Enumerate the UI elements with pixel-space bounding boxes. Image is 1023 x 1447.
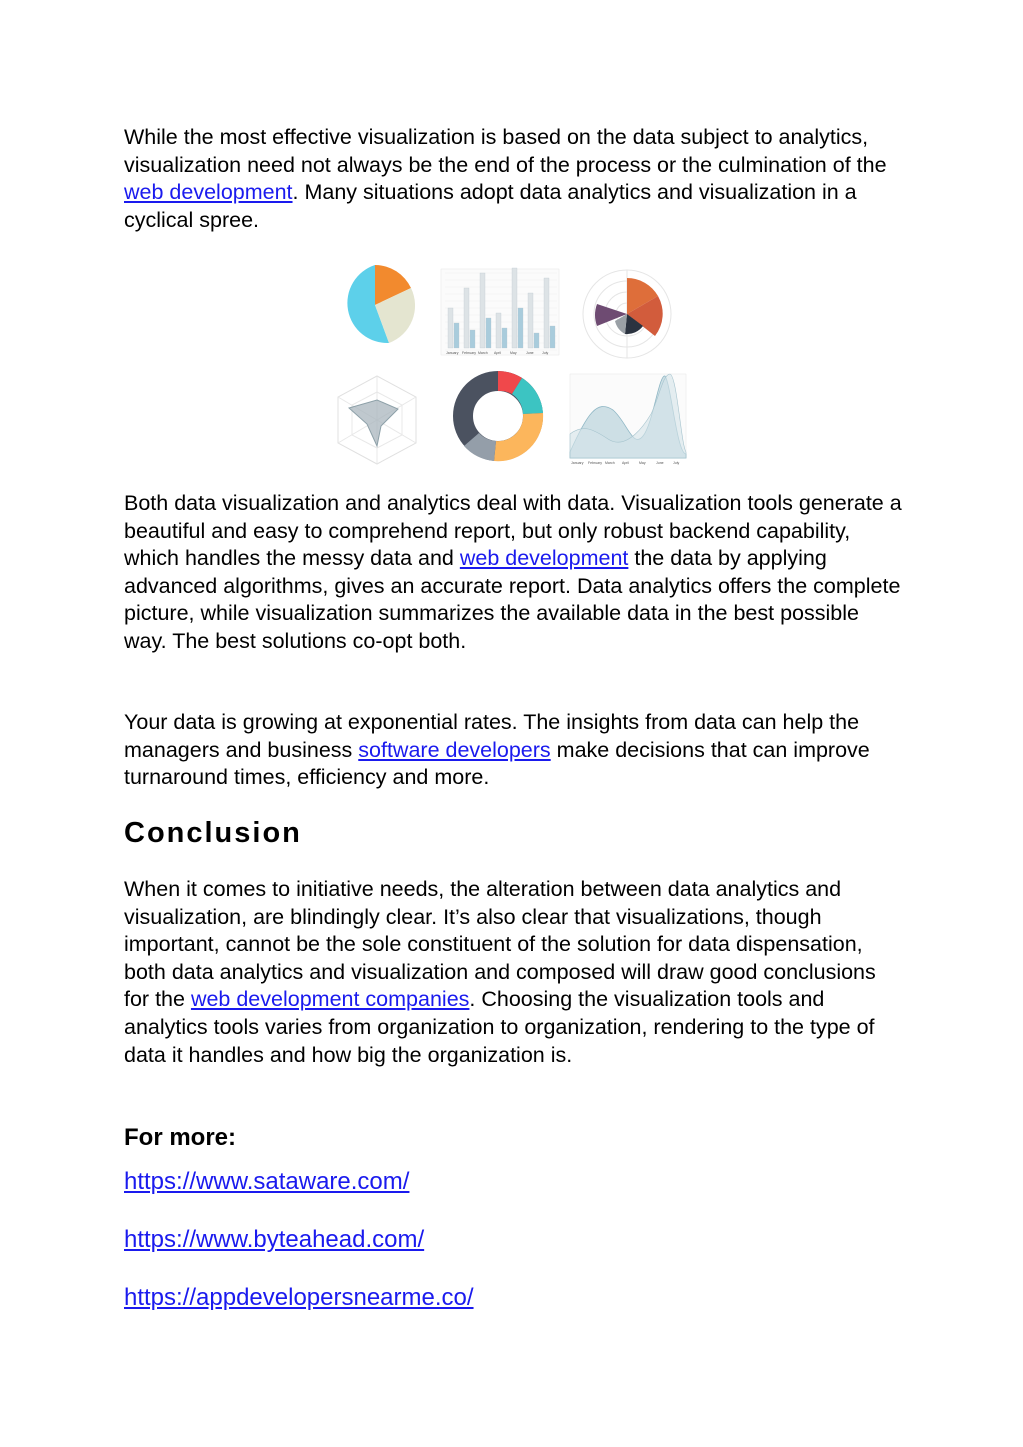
area-month-label: April xyxy=(622,461,630,465)
sataware-link[interactable]: https://www.sataware.com/ xyxy=(124,1168,410,1195)
bar-month-label: February xyxy=(462,351,477,355)
polar-area-chart-icon xyxy=(583,270,671,358)
charts-illustration xyxy=(325,264,695,470)
bar-4-0 xyxy=(512,268,517,348)
donut-segment-yellow xyxy=(494,413,543,461)
intro-text-after: . Many situations adopt data analytics and visualization in a cyclical spree. xyxy=(124,180,857,232)
charts-collage-svg xyxy=(325,264,695,470)
bar-1-1 xyxy=(470,330,475,348)
visualization-text-before: Both data visualization and analytics deal with data. Visualization tools generate a beautiful and easy to comprehend report, but only robust backend capability, which handles the messy data and xyxy=(124,491,902,571)
conclusion-text-before: When it comes to initiative needs, the alteration between data analytics and visualization, are blindingly clear. It’s also clear that visualizations, though important, cannot be the sole constituent of the solution for data dispensation, both data analytics and visualization and composed will draw good conclusions for the xyxy=(124,877,876,1012)
donut-chart-icon xyxy=(463,371,543,461)
web-development-companies-link[interactable]: web development companies xyxy=(190,987,470,1012)
intro-text-before: While the most effective visualization is based on the data subject to analytics, visualization need not always be the end of the process or the culmination of the xyxy=(124,125,887,177)
bar-6-1 xyxy=(550,326,555,348)
bar-2-0 xyxy=(480,273,485,348)
growth-text-after: make decisions that can improve turnaround times, efficiency and more. xyxy=(124,737,870,790)
bar-3-0 xyxy=(496,313,501,348)
bar-month-label: March xyxy=(478,351,488,355)
bar-5-1 xyxy=(534,333,539,348)
area-month-label: June xyxy=(656,461,664,465)
web-development-link[interactable]: web development xyxy=(124,180,293,205)
pie-chart-icon xyxy=(347,265,415,343)
bar-4-1 xyxy=(518,308,523,348)
bar-3-1 xyxy=(502,328,507,348)
growth-text-before: Your data is growing at exponential rates. The insights from data can help the managers and business xyxy=(124,710,860,762)
area-month-label: July xyxy=(673,461,680,465)
software-developers-link[interactable]: software developers xyxy=(358,737,551,762)
visualization-paragraph xyxy=(124,490,904,656)
bar-month-label: May xyxy=(510,351,517,355)
byteahead-link[interactable]: https://www.byteahead.com/ xyxy=(124,1226,425,1253)
bar-month-label: July xyxy=(542,351,549,355)
area-month-label: May xyxy=(639,461,646,465)
bar-chart-icon xyxy=(441,268,559,355)
conclusion-paragraph xyxy=(124,876,904,1069)
growth-paragraph xyxy=(124,709,904,792)
radar-chart-icon xyxy=(338,376,416,464)
bar-2-1 xyxy=(486,318,491,348)
bar-6-0 xyxy=(544,278,549,348)
conclusion-heading: Conclusion xyxy=(124,817,302,849)
area-month-label: March xyxy=(605,461,615,465)
web-development-link-2[interactable]: web development xyxy=(459,546,629,571)
area-chart-icon xyxy=(570,374,686,465)
bar-0-0 xyxy=(448,308,453,348)
area-month-label: January xyxy=(571,461,584,465)
bar-0-1 xyxy=(454,323,459,348)
conclusion-text-after: . Choosing the visualization tools and analytics tools varies from organization to organization, rendering to the type of data it handles and how big the organization is. xyxy=(124,987,875,1067)
bar-month-label: June xyxy=(526,351,534,355)
appdevelopersnearme-link[interactable]: https://appdevelopersnearme.co/ xyxy=(124,1284,474,1311)
bar-month-label: January xyxy=(446,351,459,355)
area-month-label: February xyxy=(588,461,603,465)
for-more-heading: For more: xyxy=(124,1124,237,1151)
intro-paragraph xyxy=(124,124,904,234)
bar-1-0 xyxy=(464,288,469,348)
bar-month-label: April xyxy=(494,351,502,355)
bar-5-0 xyxy=(528,293,533,348)
visualization-text-after: the data by applying advanced algorithms, gives an accurate report. Data analytics offers the complete picture, while visualization summarizes the available data in the best possible way. The best solutions co-opt both. xyxy=(124,546,901,653)
